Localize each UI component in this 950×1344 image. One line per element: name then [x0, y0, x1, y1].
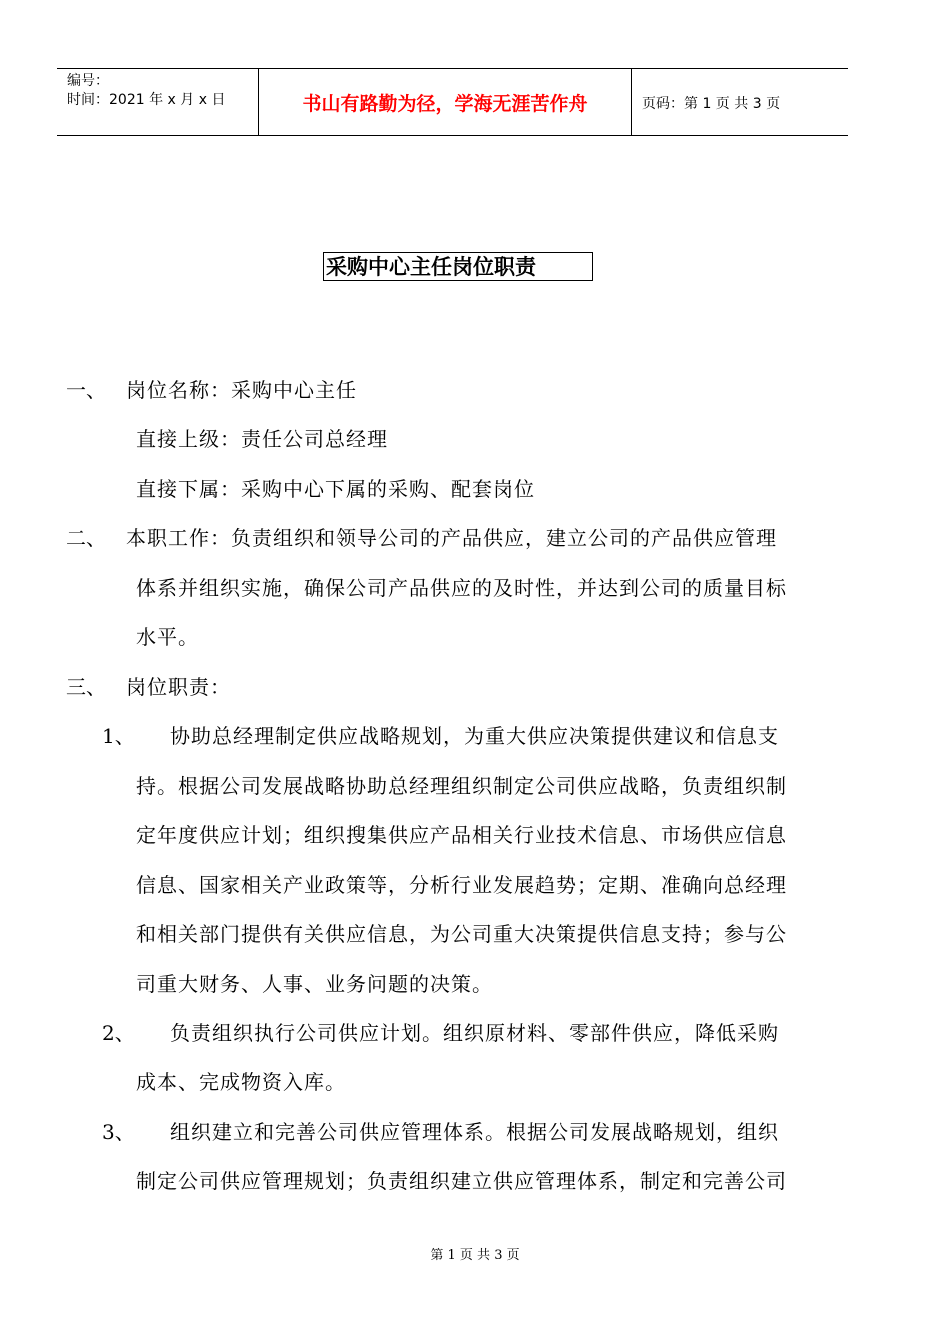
paragraph-line: 司重大财务、人事、业务问题的决策。	[136, 972, 493, 996]
paragraph-line: 协助总经理制定供应战略规划，为重大供应决策提供建议和信息支	[170, 724, 779, 748]
paragraph-line: 体系并组织实施，确保公司产品供应的及时性，并达到公司的质量目标	[136, 576, 787, 600]
paragraph-line: 组织建立和完善公司供应管理体系。根据公司发展战略规划，组织	[170, 1120, 779, 1144]
header-meta	[67, 72, 225, 110]
document-header	[57, 68, 848, 136]
paragraph-line: 岗位职责：	[126, 675, 231, 699]
paragraph-line: 持。根据公司发展战略协助总经理组织制定公司供应战略，负责组织制	[136, 774, 787, 798]
header-page-info: 页码：第 1 页 共 3 页	[642, 96, 781, 112]
section-number: 三、	[66, 675, 106, 699]
section-number: 二、	[66, 526, 106, 550]
paragraph-line: 直接上级：责任公司总经理	[136, 427, 388, 451]
paragraph-line: 岗位名称：采购中心主任	[126, 378, 357, 402]
paragraph-line: 定年度供应计划；组织搜集供应产品相关行业技术信息、市场供应信息	[136, 823, 787, 847]
paragraph-line: 直接下属：采购中心下属的采购、配套岗位	[136, 477, 535, 501]
paragraph-line: 成本、完成物资入库。	[136, 1070, 346, 1094]
number-label: 编号：	[67, 73, 109, 89]
paragraph-line: 本职工作：负责组织和领导公司的产品供应，建立公司的产品供应管理	[126, 526, 777, 550]
paragraph-line: 水平。	[136, 625, 199, 649]
paragraph-line: 信息、国家相关产业政策等，分析行业发展趋势；定期、准确向总经理	[136, 873, 787, 897]
section-number: 一、	[66, 378, 106, 402]
header-divider	[631, 69, 632, 135]
paragraph-line: 制定公司供应管理规划；负责组织建立供应管理体系，制定和完善公司	[136, 1169, 787, 1193]
duty-number: 1、	[102, 724, 135, 748]
document-title: 采购中心主任岗位职责	[323, 252, 593, 281]
paragraph-line: 和相关部门提供有关供应信息，为公司重大决策提供信息支持；参与公	[136, 922, 787, 946]
page-footer: 第 1 页 共 3 页	[430, 1248, 520, 1263]
duty-number: 3、	[102, 1120, 135, 1144]
time-label: 时间：2021 年 x 月 x 日	[67, 92, 226, 108]
paragraph-line: 负责组织执行公司供应计划。组织原材料、零部件供应，降低采购	[170, 1021, 779, 1045]
duty-number: 2、	[102, 1021, 135, 1045]
header-motto: 书山有路勤为径，学海无涯苦作舟	[302, 93, 588, 115]
